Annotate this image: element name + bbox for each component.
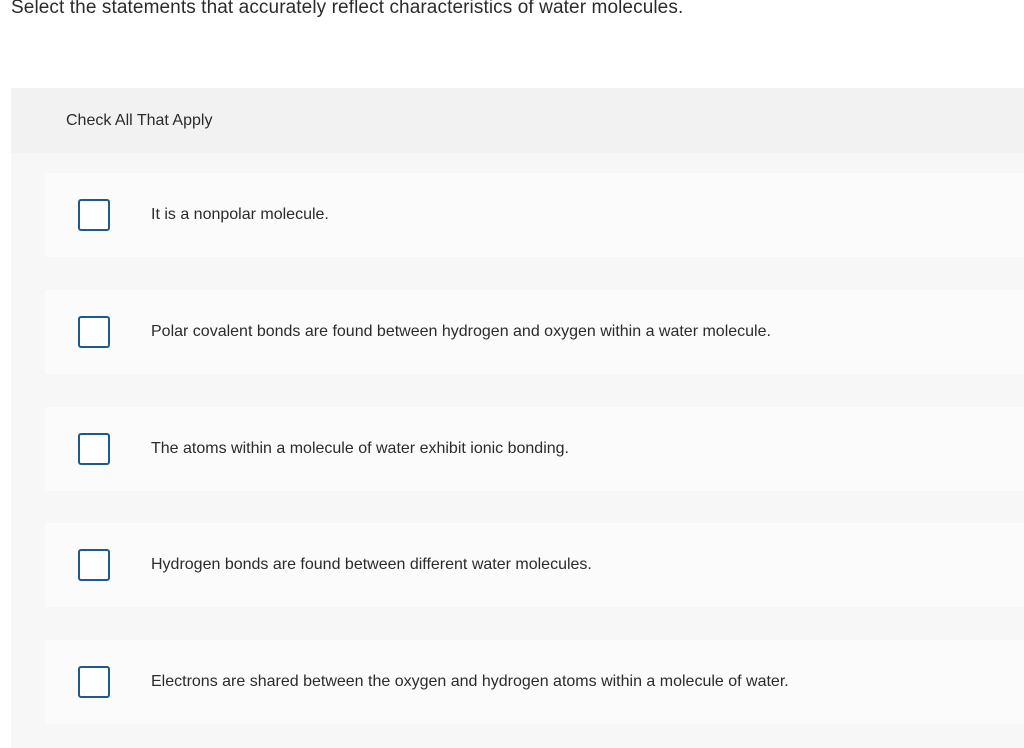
- option-label: Polar covalent bonds are found between hydrogen and oxygen within a water molecule.: [151, 323, 771, 340]
- option-label: Electrons are shared between the oxygen and hydrogen atoms within a molecule of water.: [151, 673, 789, 690]
- option-label: It is a nonpolar molecule.: [151, 206, 329, 223]
- option-ionic-bonding[interactable]: [45, 407, 1024, 491]
- instruction-text: Check All That Apply: [66, 112, 213, 129]
- option-checkbox[interactable]: [78, 433, 110, 465]
- option-checkbox[interactable]: [78, 199, 110, 231]
- option-hydrogen-bonds[interactable]: [45, 523, 1024, 607]
- options-list: [11, 153, 1024, 748]
- option-shared-electrons[interactable]: [45, 640, 1024, 724]
- option-polar-covalent[interactable]: [45, 290, 1024, 374]
- answer-panel: [11, 88, 1024, 748]
- question-prompt: Select the statements that accurately reflect characteristics of water molecules.: [11, 0, 684, 18]
- option-checkbox[interactable]: [78, 549, 110, 581]
- option-label: Hydrogen bonds are found between different water molecules.: [151, 556, 592, 573]
- option-label: The atoms within a molecule of water exhibit ionic bonding.: [151, 440, 569, 457]
- option-nonpolar[interactable]: [45, 173, 1024, 257]
- option-checkbox[interactable]: [78, 316, 110, 348]
- option-checkbox[interactable]: [78, 666, 110, 698]
